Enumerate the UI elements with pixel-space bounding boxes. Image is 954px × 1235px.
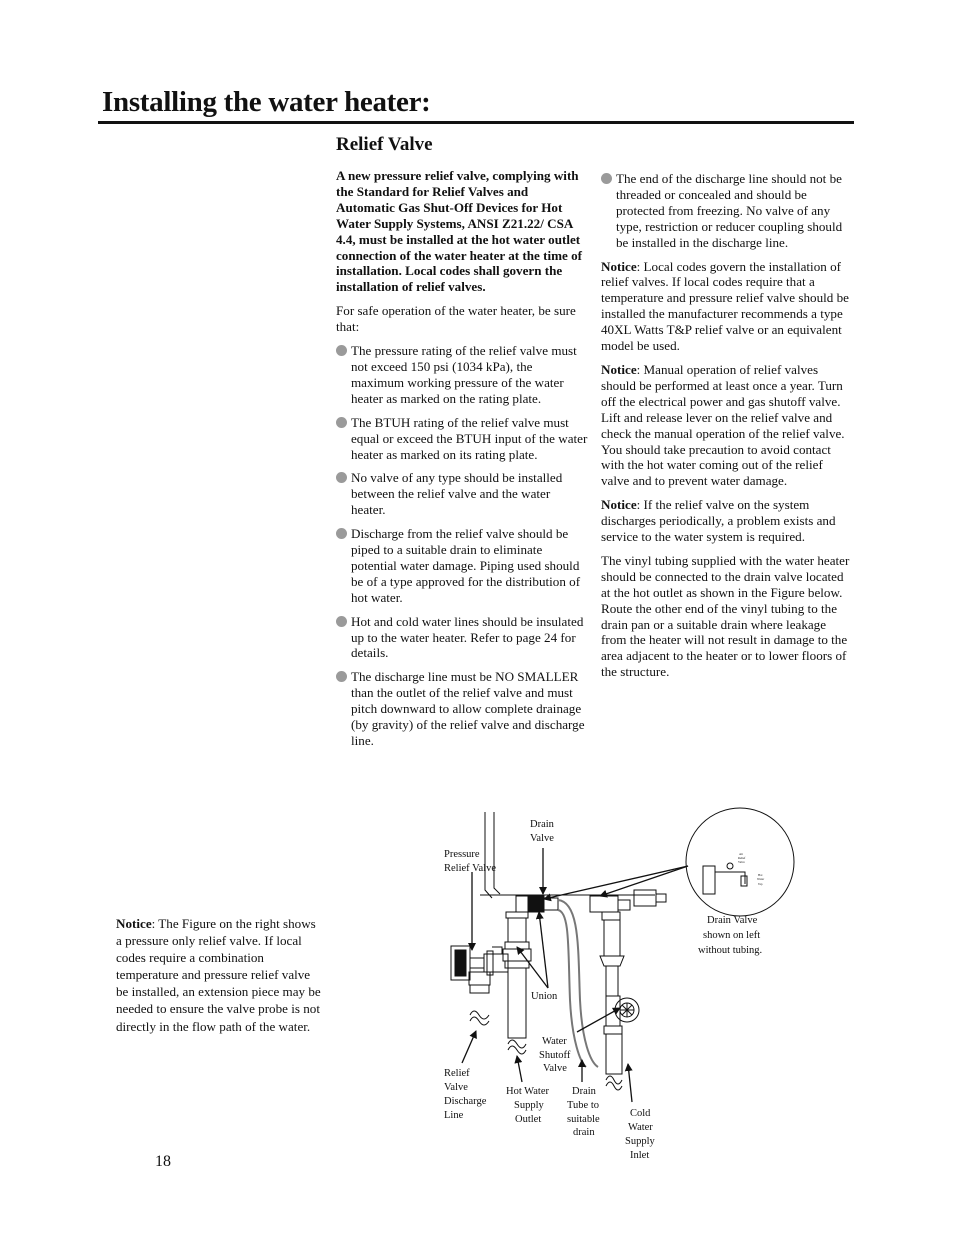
notice-paragraph — [601, 259, 853, 354]
notice-text: : Manual operation of relief valves should be performed at least once a year. Turn off the electrical power and gas shutoff valve. Lift and release lever on the relief valve and check the manual operation of the relief valve. You should take precaution to avoid contact with the hot water coming out of the relief valve and to prevent water damage. — [601, 361, 845, 489]
notice-paragraph — [601, 497, 853, 545]
label-drain-valve: Valve — [530, 833, 554, 844]
list-item-text: The pressure rating of the relief valve must not exceed 150 psi (1034 kPa), the maximum working pressure of the water heater as marked on the rating plate. — [351, 343, 577, 406]
label-relief-discharge: Relief — [444, 1068, 470, 1079]
relief-valve-diagram — [420, 800, 800, 1170]
cold-inlet-pipe — [590, 896, 639, 1090]
list-item-text: Hot and cold water lines should be insulated up to the water heater. Refer to page 24 for details. — [351, 613, 584, 661]
drain-valve — [516, 896, 558, 912]
label-drain-tube: Tube to — [567, 1100, 599, 1111]
arrow-cold-inlet — [628, 1064, 632, 1102]
label-union: Union — [531, 991, 558, 1002]
label-pressure-relief: Relief Valve — [444, 863, 496, 874]
label-water-shutoff: Valve — [543, 1063, 567, 1074]
list-item — [336, 470, 588, 518]
bullet-icon — [336, 472, 347, 483]
list-item — [336, 415, 588, 463]
label-cold-water: Water — [628, 1122, 653, 1133]
notice-text: : Local codes govern the installation of relief valves. If local codes require that a temperature and pressure relief valve should be installed the manufacturer recommends a type 40XL Watts T&P relief valve or an equivalent model be used. — [601, 258, 849, 354]
arrow-discharge — [462, 1031, 476, 1063]
label-cold-water: Supply — [625, 1136, 655, 1147]
notice-paragraph — [601, 362, 853, 489]
section-heading: Relief Valve — [336, 134, 433, 155]
list-item-text: The end of the discharge line should not be threaded or concealed and should be protected from freezing. No valve of any type, restriction or reducer coupling should be installed in the discharge line. — [616, 171, 843, 250]
list-item-text: No valve of any type should be installed between the relief valve and the water heater. — [351, 470, 563, 518]
label-inset: Valve — [738, 860, 745, 864]
list-item-text: The BTUH rating of the relief valve must equal or exceed the BTUH input of the water heater as marked on its rating plate. — [351, 414, 588, 462]
notice-label: Notice — [601, 258, 637, 274]
bullet-icon — [336, 616, 347, 627]
label-inset: Tap — [758, 882, 763, 886]
label-drain-tube: Drain — [572, 1086, 596, 1097]
arrow-union-2 — [539, 912, 548, 988]
lead-in-paragraph: For safe operation of the water heater, be sure that: — [336, 303, 576, 335]
label-hot-water: Supply — [514, 1100, 544, 1111]
side-notice-text: : The Figure on the right shows a pressure only relief valve. If local codes require a combination temperature and pressure relief valve be installed, an extension piece may be needed to ensure the valve probe is not directly in the flow path of the water. — [116, 916, 321, 1034]
notice-text: : If the relief valve on the system discharges periodically, a problem exists and service to the water system is required. — [601, 497, 836, 545]
label-inset: Relief — [738, 856, 746, 860]
list-item — [601, 171, 853, 251]
heater-jacket — [485, 812, 492, 898]
notice-label: Notice — [601, 361, 637, 377]
label-hot-water: Hot Water — [506, 1086, 549, 1097]
bullet-icon — [336, 345, 347, 356]
arrow-hot-outlet — [517, 1056, 522, 1082]
right-column — [601, 171, 853, 688]
title-rule — [98, 121, 854, 124]
list-item — [336, 614, 588, 662]
label-inset: Air — [739, 852, 743, 856]
label-cold-water: Cold — [630, 1108, 651, 1119]
label-relief-discharge: Discharge — [444, 1096, 487, 1107]
page-number: 18 — [155, 1153, 171, 1170]
vinyl-tubing-paragraph: The vinyl tubing supplied with the water heater should be connected to the drain valve located at the hot outlet as shown in the Figure below. Route the other end of the vinyl tubing to the drain pan or a suitable drain where leakage from the heater will not result in damage to the area adjacent to the heater or to lower floors of the structure. — [601, 552, 850, 680]
discharge-list — [601, 171, 853, 251]
label-cold-water: Inlet — [630, 1150, 650, 1161]
page-title: Installing the water heater: — [102, 86, 431, 118]
list-item — [336, 526, 588, 606]
label-drain-valve: Drain — [530, 819, 554, 830]
label-drain-tube: drain — [573, 1127, 595, 1138]
label-inset: Water — [757, 877, 765, 881]
list-item — [336, 343, 588, 407]
bullet-icon — [601, 173, 612, 184]
side-notice — [116, 915, 321, 1035]
label-water-shutoff: Shutoff — [539, 1050, 571, 1061]
label-relief-discharge: Valve — [444, 1082, 468, 1093]
pressure-relief-valve — [451, 946, 508, 1025]
arrow-inset-2 — [600, 866, 688, 896]
list-item — [336, 669, 588, 749]
label-callout: Drain Valve — [707, 915, 758, 926]
notice-label: Notice — [601, 497, 637, 513]
label-pressure-relief: Pressure — [444, 849, 480, 860]
label-inset: Hot — [758, 873, 763, 877]
label-water-shutoff: Water — [542, 1036, 567, 1047]
notice-label: Notice — [116, 916, 152, 931]
bullet-icon — [336, 671, 347, 682]
label-hot-water: Outlet — [515, 1114, 542, 1125]
label-relief-discharge: Line — [444, 1110, 464, 1121]
label-drain-tube: suitable — [567, 1114, 600, 1125]
left-column — [336, 168, 588, 757]
label-callout: shown on left — [703, 930, 761, 941]
list-item-text: The discharge line must be NO SMALLER than the outlet of the relief valve and must pitch downward to allow complete drainage (by gravity) of the relief valve and discharge line. — [351, 669, 585, 748]
list-item-text: Discharge from the relief valve should be piped to a suitable drain to eliminate potential water damage. Piping used should be of a type approved for the distribution of hot water. — [351, 526, 581, 605]
bullet-icon — [336, 417, 347, 428]
intro-paragraph: A new pressure relief valve, complying with the Standard for Relief Valves and Automatic Gas Shut-Off Devices for Hot Water Supply Systems, ANSI Z21.22/ CSA 4.4, must be installed at the hot water outlet connection of the water heater at the time of installation. Local codes shall govern the installation of relief valves. — [336, 168, 583, 295]
label-callout: without tubing. — [698, 945, 763, 956]
bullet-icon — [336, 528, 347, 539]
hot-outlet-pipe — [503, 912, 531, 1054]
requirements-list — [336, 343, 588, 749]
